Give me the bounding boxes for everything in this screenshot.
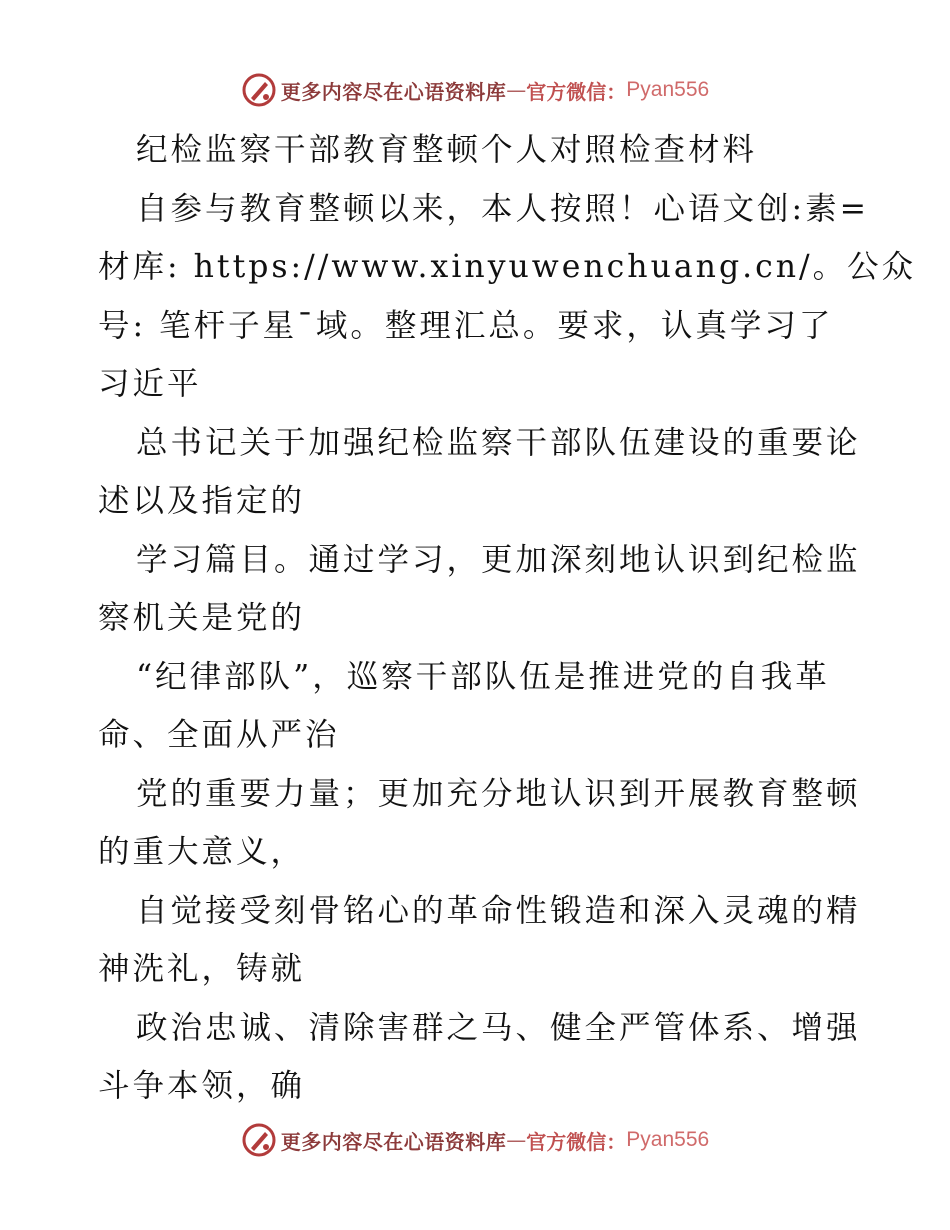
banner-separator: — (506, 1128, 527, 1152)
text-line: 材库: https://www.xinyuwenchuang.cn/。公众 (98, 249, 917, 285)
text-line: 述以及指定的 (98, 483, 306, 519)
text-line: 斗争本领，确 (98, 1068, 306, 1104)
text-line: 的重大意义， (98, 834, 306, 870)
banner-contact-label: 官方微信： (526, 1129, 627, 1154)
banner-text: 更多内容尽在心语资料库 (280, 1129, 507, 1154)
document-body (98, 121, 917, 1116)
text-line: 习近平 (98, 366, 202, 402)
text-line: 政治忠诚、清除害群之马、健全严管体系、增强 (136, 1009, 861, 1046)
text-line: 命、全面从严治 (98, 717, 340, 753)
banner-contact-id: Pyan556 (626, 78, 710, 101)
text-line: 自觉接受刻骨铭心的革命性锻造和深入灵魂的精 (136, 892, 861, 929)
text-line: “纪律部队”，巡察干部队伍是推进党的自我革 (136, 658, 830, 695)
banner-text: 更多内容尽在心语资料库 (280, 79, 507, 104)
text-line: 察机关是党的 (98, 600, 306, 636)
pen-logo-icon (241, 1122, 277, 1158)
text-line: 号: 笔杆子星¯域。整理汇总。要求，认真学习了 (98, 307, 834, 344)
pen-logo-icon (241, 72, 277, 108)
text-line: 总书记关于加强纪检监察干部队伍建设的重要论 (136, 424, 861, 461)
banner-separator: — (506, 78, 527, 102)
text-line: 学习篇目。通过学习，更加深刻地认识到纪检监 (136, 541, 861, 578)
footer-watermark-banner (0, 1120, 950, 1160)
header-watermark-banner (0, 70, 950, 110)
text-line: 党的重要力量；更加充分地认识到开展教育整顿 (136, 775, 861, 812)
text-line: 神洗礼，铸就 (98, 951, 306, 987)
document-title: 纪检监察干部教育整顿个人对照检查材料 (136, 132, 758, 168)
banner-contact-label: 官方微信： (526, 79, 627, 104)
text-line: 自参与教育整顿以来，本人按照！心语文创:素= (136, 190, 870, 227)
banner-contact-id: Pyan556 (626, 1128, 710, 1151)
